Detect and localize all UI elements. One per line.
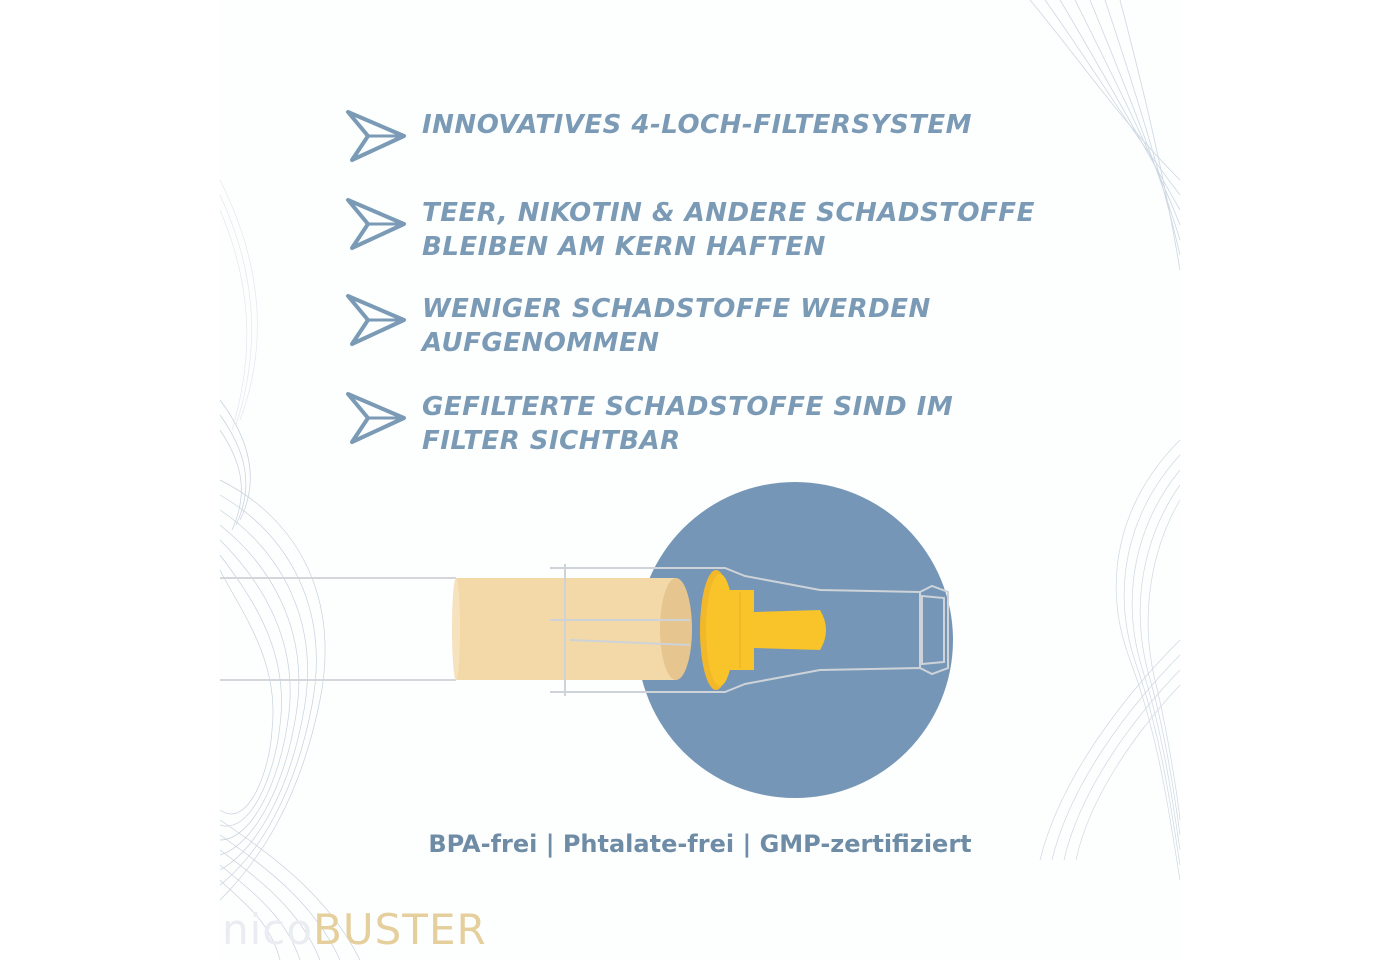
paper-plane-arrow-icon <box>344 292 408 348</box>
logo-part-nico: nico <box>222 905 314 954</box>
paper-plane-arrow-icon <box>344 196 408 252</box>
feature-item <box>344 390 953 458</box>
filter-cylinder <box>452 578 692 680</box>
feature-item <box>344 292 931 360</box>
certification-line <box>220 830 1180 858</box>
feature-text: GEFILTERTE SCHADSTOFFE SIND IM FILTER SICHTBAR <box>422 392 954 456</box>
paper-plane-arrow-icon <box>344 390 408 446</box>
filter-illustration <box>220 480 1180 820</box>
brand-logo <box>222 905 487 954</box>
logo-part-buster: BUSTER <box>313 905 487 954</box>
feature-text: WENIGER SCHADSTOFFE WERDEN AUFGENOMMEN <box>422 294 931 358</box>
feature-text: INNOVATIVES 4-LOCH-FILTERSYSTEM <box>422 110 973 140</box>
feature-text: TEER, NIKOTIN & ANDERE SCHADSTOFFE BLEIBEN AM KERN HAFTEN <box>422 198 1035 262</box>
feature-item <box>344 108 972 164</box>
cigarette-outline <box>220 578 456 680</box>
paper-plane-arrow-icon <box>344 108 408 164</box>
feature-item <box>344 196 1035 264</box>
certification-text: BPA-frei | Phtalate-frei | GMP-zertifiziert <box>428 830 972 858</box>
